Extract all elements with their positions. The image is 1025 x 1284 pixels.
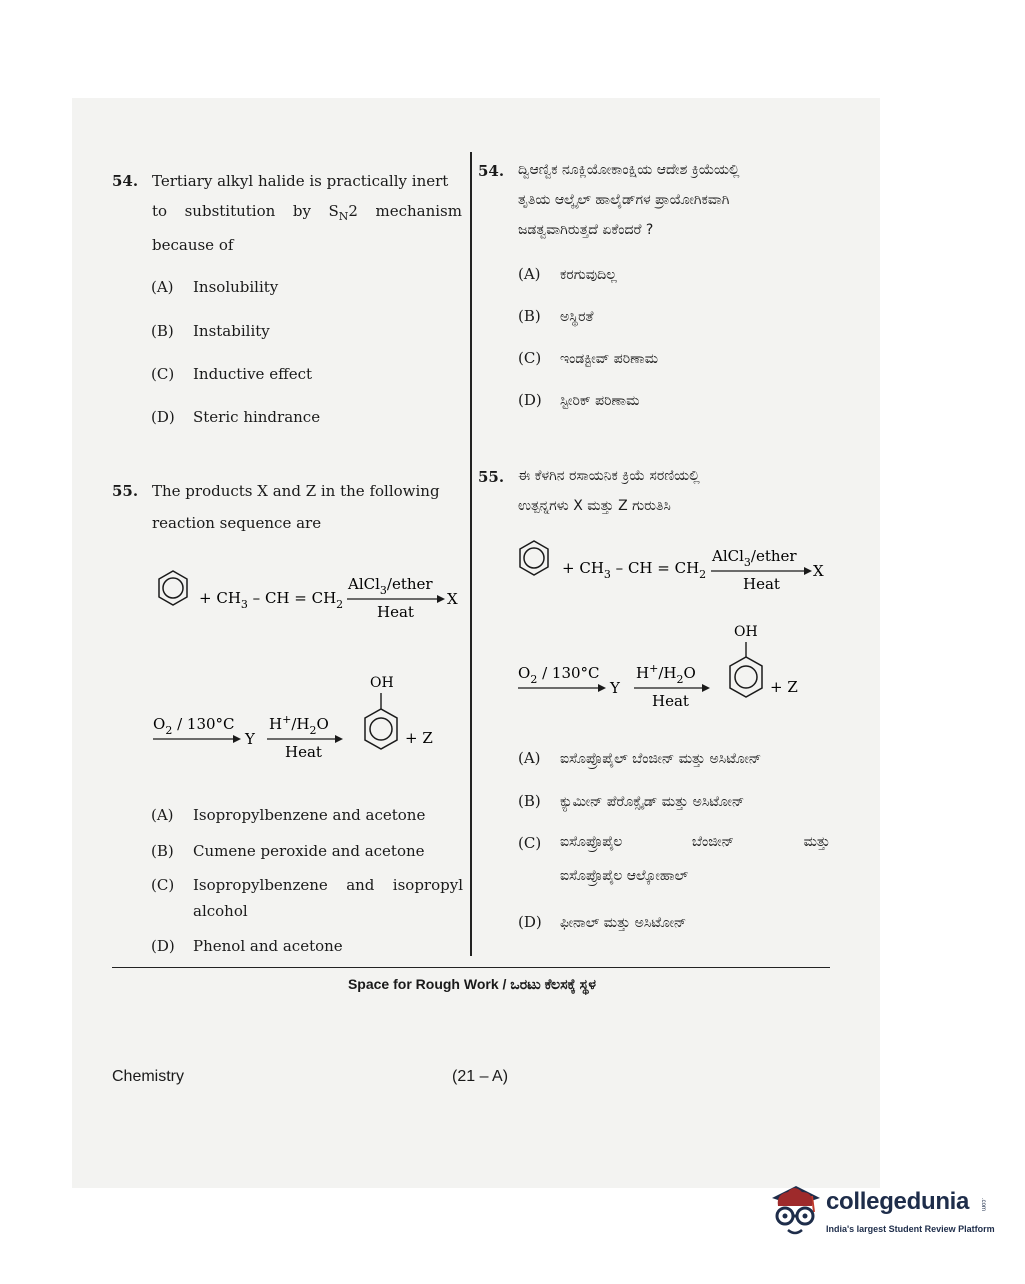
- reagent-text: + $CH_3$ – CH = $CH_2$: [199, 589, 344, 611]
- question-text-line: ದ್ವಿಆಣ್ವಿಕ ನೂಕ್ಲಿಯೋಕಾಂಕ್ಷಿಯ ಆದೇಶ ಕ್ರಿಯೆಯಲ್ಲಿ: [518, 162, 740, 178]
- question-number: 55.: [112, 482, 139, 500]
- option-c: (C) ಇಂಡಕ್ಟೀವ್ ಪರಿಣಾಮ: [518, 349, 659, 367]
- option-a: (A) Isopropylbenzene and acetone: [151, 806, 426, 824]
- benzene-ring-icon: [159, 571, 187, 605]
- question-text-line: ಜಡತ್ವವಾಗಿರುತ್ತದೆ ಏಕೆಂದರೆ ?: [518, 222, 654, 238]
- product-x: X: [813, 562, 824, 580]
- option-d: (D) Steric hindrance: [151, 408, 321, 426]
- option-a: (A) Insolubility: [151, 278, 279, 296]
- intermediate-y: Y: [245, 730, 255, 748]
- question-text-line: ಈ ಕೆಳಗಿನ ರಸಾಯನಿಕ ಕ್ರಿಯೆ ಸರಣಿಯಲ್ಲಿ: [518, 468, 700, 484]
- question-number: 54.: [112, 172, 139, 190]
- question-number: 54.: [478, 162, 505, 180]
- heat-label: Heat: [377, 603, 414, 621]
- question-text-line: Tertiary alkyl halide is practically inert: [152, 172, 449, 190]
- rough-work-label: Space for Rough Work / ಒರಟು ಕೆಲಸಕ್ಕೆ ಸ್ಥಳ: [347, 976, 597, 992]
- question-text-line: to substitution by $S_N2$ mechanism: [152, 202, 462, 223]
- question-text-line: ಉತ್ಪನ್ನಗಳು X ಮತ್ತು Z ಗುರುತಿಸಿ: [518, 498, 671, 514]
- heat-label: Heat: [743, 575, 780, 593]
- option-d: (D) ಸ್ಟೀರಿಕ್ ಪರಿಣಾಮ: [518, 391, 640, 409]
- acid-text: $H^+/H_2O$: [636, 662, 696, 686]
- option-d: (D) ಫೀನಾಲ್ ಮತ್ತು ಅಸಿಟೋನ್: [518, 913, 687, 931]
- reaction-diagram-right: [512, 535, 832, 715]
- phenol-ring-icon: [365, 709, 397, 749]
- question-text-line: The products X and Z in the following: [152, 482, 440, 500]
- option-b: (B) ಅಸ್ಥಿರತೆ: [518, 307, 594, 325]
- option-b: (B) Instability: [151, 322, 270, 340]
- intermediate-y: Y: [610, 679, 620, 697]
- option-a: (A) ಕರಗುವುದಿಲ್ಲ: [518, 265, 617, 283]
- product-z: + Z: [405, 729, 433, 747]
- heat-label: Heat: [652, 692, 689, 710]
- product-x: X: [447, 590, 458, 608]
- brand-name: collegedunia: [826, 1188, 970, 1215]
- option-c: (C) Inductive effect: [151, 365, 313, 383]
- subject-label: Chemistry: [112, 1068, 185, 1085]
- acid-text: $H^+/H_2O$: [269, 713, 329, 737]
- option-c: (C) ಐಸೊಪ್ರೊಪೈಲ ಬೆಂಜೀನ್ ಮತ್ತು: [518, 834, 830, 852]
- reaction-diagram-left: [145, 565, 465, 765]
- catalyst-text: AlCl$_3$/ether: [348, 575, 433, 597]
- question-text-line: ತೃತಿಯ ಆಲ್ಕೈಲ್ ಹಾಲೈಡ್‌ಗಳ ಪ್ರಾಯೋಗಿಕವಾಗಿ: [518, 192, 730, 208]
- question-number: 55.: [478, 468, 505, 486]
- product-z: + Z: [770, 678, 798, 696]
- heat-label: Heat: [285, 743, 322, 761]
- mascot-logo-icon: [768, 1180, 822, 1242]
- option-d: (D) Phenol and acetone: [151, 937, 343, 955]
- option-c: (C) Isopropylbenzene and isopropyl: [151, 876, 463, 894]
- option-c-continued: ಐಸೊಪ್ರೊಪೈಲ ಆಲ್ಕೋಹಾಲ್: [560, 868, 689, 884]
- oh-label: OH: [370, 675, 394, 691]
- brand-tagline: India's largest Student Review Platform: [826, 1224, 995, 1234]
- oh-label: OH: [734, 624, 758, 640]
- page-number: (21 – A): [452, 1068, 509, 1085]
- question-text-line: because of: [152, 236, 234, 254]
- column-divider: [470, 152, 472, 956]
- question-text-line: reaction sequence are: [152, 514, 322, 532]
- brand-watermark: [768, 1180, 998, 1250]
- option-b: (B) ಕ್ಯುಮೀನ್ ಪೆರೊಕ್ಸೈಡ್ ಮತ್ತು ಅಸಿಟೋನ್: [518, 792, 745, 810]
- footer-rule: [112, 967, 830, 968]
- oxidation-text: $O_2 / 130^\circ C$: [153, 715, 235, 737]
- phenol-ring-icon: [730, 657, 762, 697]
- option-a: (A) ಐಸೊಪ್ರೊಪೈಲ್ ಬೆಂಜೀನ್ ಮತ್ತು ಅಸಿಟೋನ್: [518, 749, 762, 767]
- benzene-ring-icon: [520, 541, 548, 575]
- catalyst-text: AlCl$_3$/ether: [712, 547, 797, 569]
- option-b: (B) Cumene peroxide and acetone: [151, 842, 425, 860]
- brand-tld: .com: [980, 1198, 986, 1212]
- oxidation-text: $O_2 / 130^\circ C$: [518, 664, 600, 686]
- reagent-text: + $CH_3$ – CH = $CH_2$: [562, 559, 707, 581]
- option-c-continued: alcohol: [193, 902, 248, 920]
